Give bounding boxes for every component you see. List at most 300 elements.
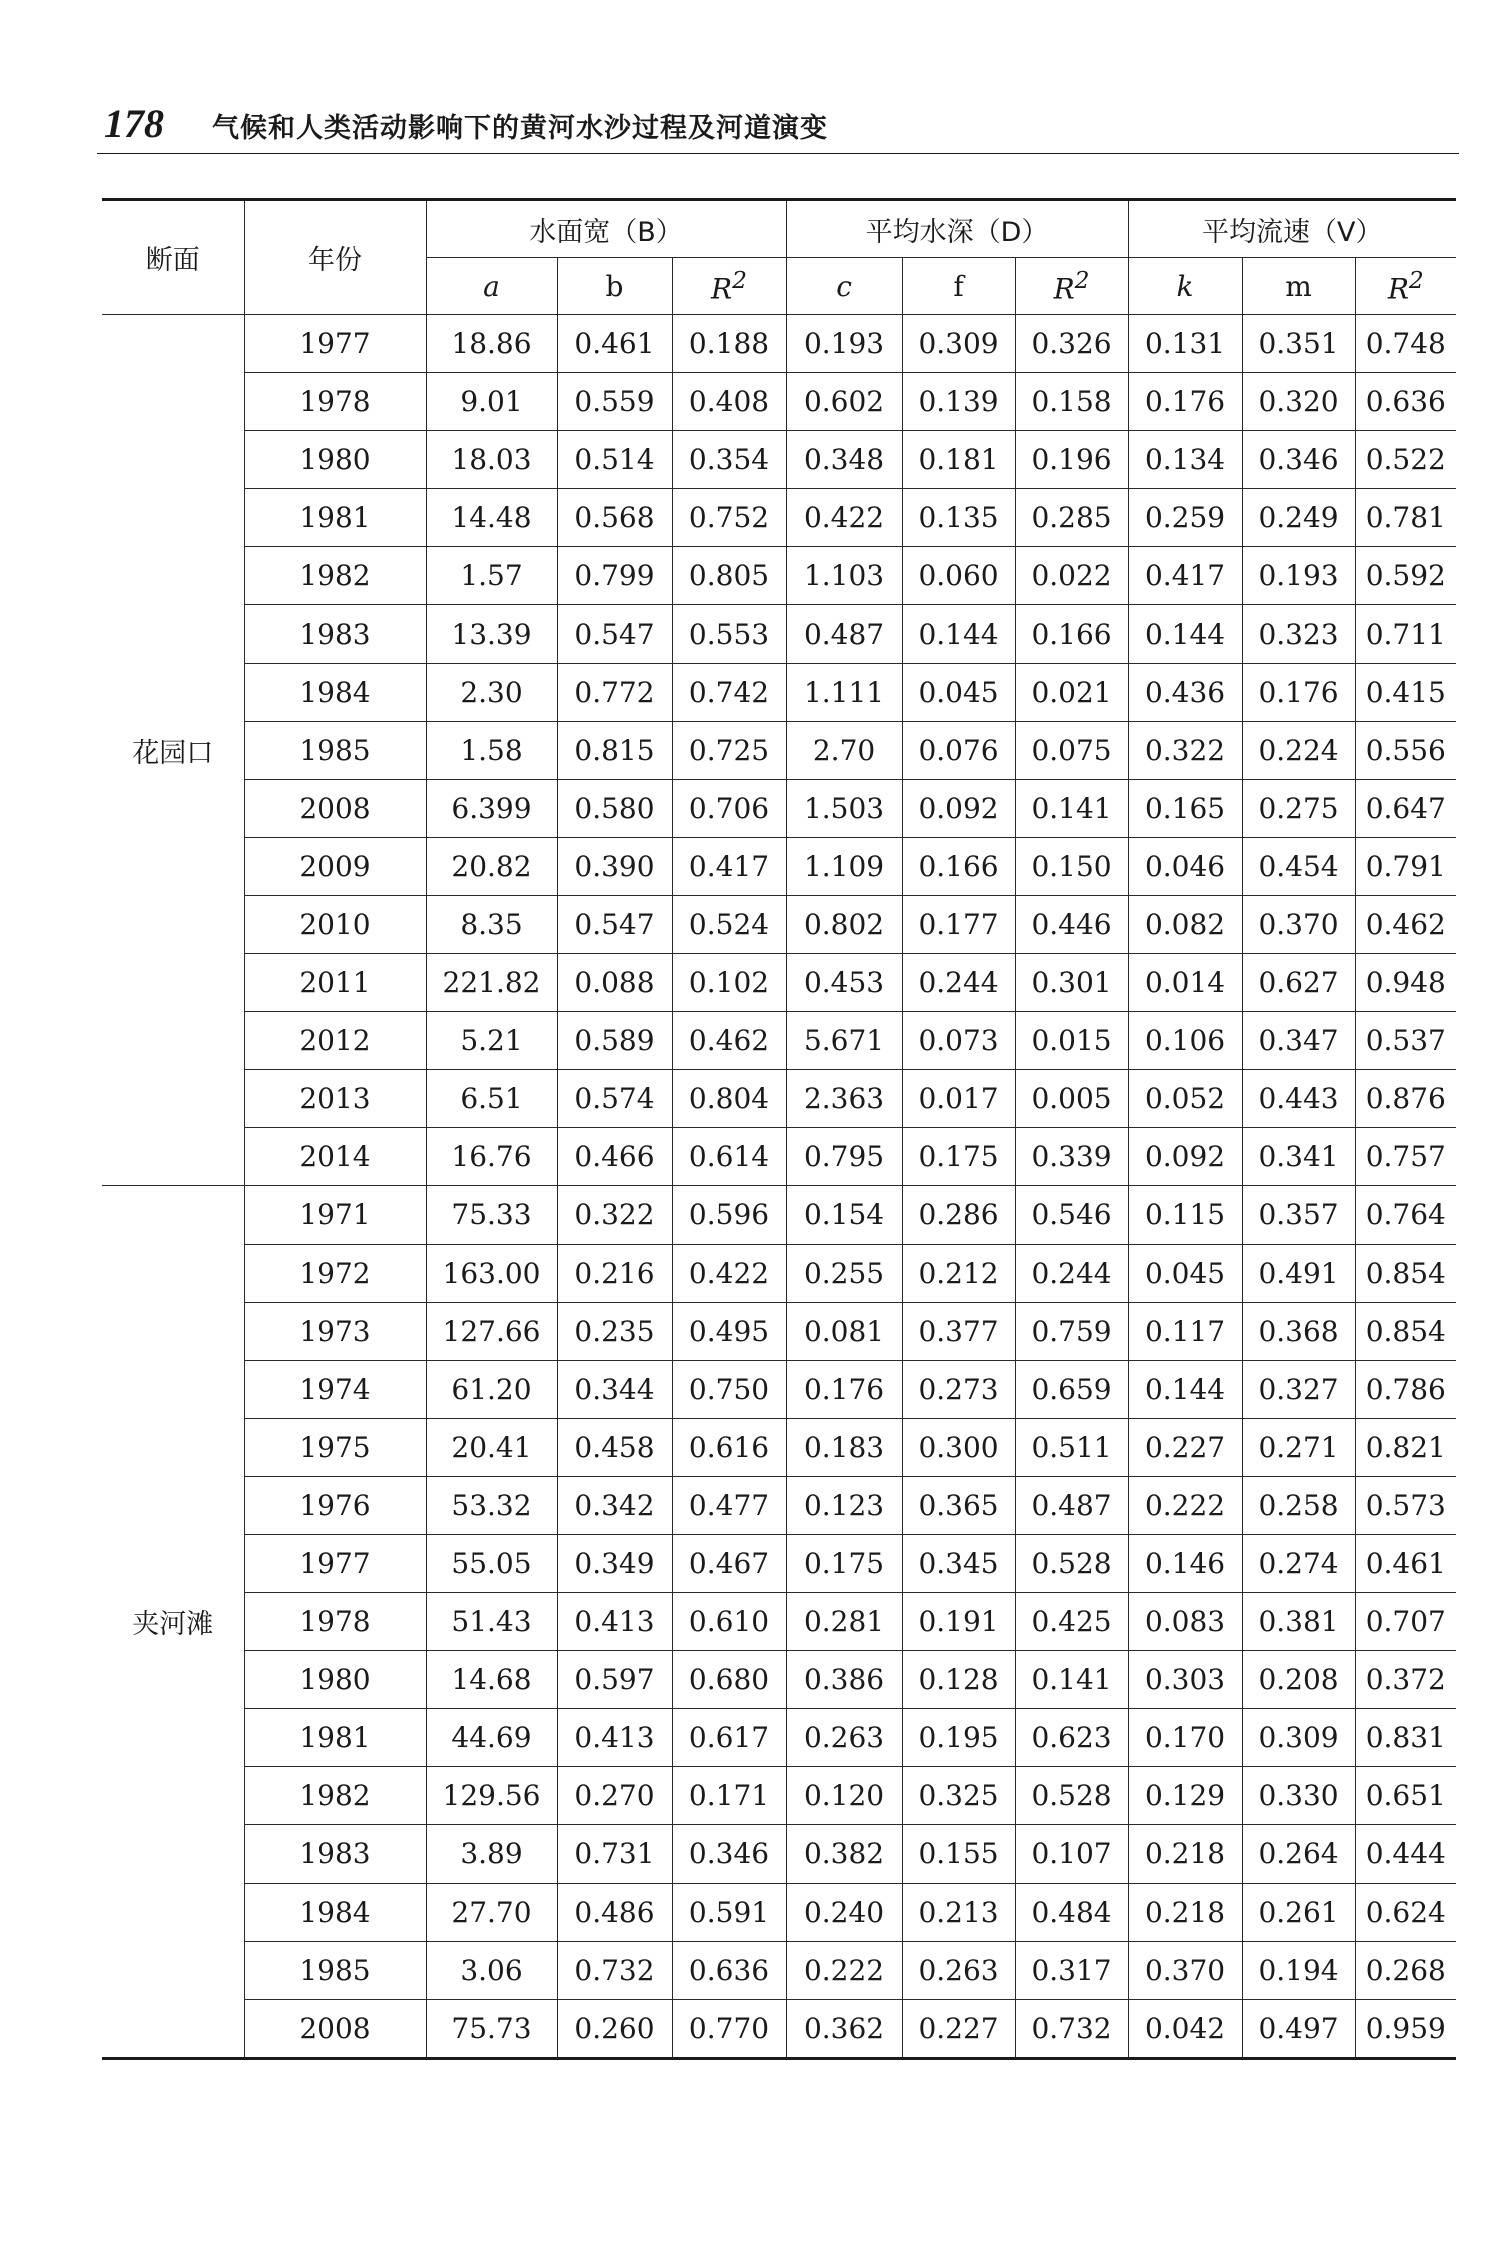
cell-r2-velocity: 0.462 (1355, 895, 1456, 953)
cell-coef-b: 0.732 (557, 1941, 672, 1999)
cell-year: 2009 (244, 837, 426, 895)
cell-coef-b: 0.731 (557, 1825, 672, 1883)
cell-coef-c: 5.671 (786, 1012, 902, 1070)
cell-r2-depth: 0.150 (1015, 837, 1128, 895)
cell-coef-m: 0.381 (1242, 1593, 1355, 1651)
cell-coef-c: 0.362 (786, 1999, 902, 2058)
cell-coef-c: 1.103 (786, 547, 902, 605)
cell-coef-b: 0.344 (557, 1360, 672, 1418)
cell-coef-k: 0.117 (1128, 1302, 1242, 1360)
cell-coef-c: 0.183 (786, 1418, 902, 1476)
cell-r2-velocity: 0.748 (1355, 315, 1456, 373)
cell-r2-velocity: 0.415 (1355, 663, 1456, 721)
cell-coef-f: 0.092 (902, 779, 1015, 837)
cell-coef-k: 0.106 (1128, 1012, 1242, 1070)
cell-coef-m: 0.347 (1242, 1012, 1355, 1070)
cell-coef-k: 0.052 (1128, 1070, 1242, 1128)
table-row (102, 1534, 1456, 1592)
header-r2-width (672, 258, 786, 315)
cell-coef-a: 55.05 (426, 1534, 557, 1592)
r2-exponent: 2 (732, 266, 747, 295)
cell-coef-f: 0.325 (902, 1767, 1015, 1825)
cell-year: 2010 (244, 895, 426, 953)
running-head (104, 100, 1460, 148)
cell-r2-width: 0.102 (672, 954, 786, 1012)
station-name: 花园口 (102, 315, 244, 1186)
cell-coef-f: 0.263 (902, 1941, 1015, 1999)
table-row (102, 431, 1456, 489)
cell-coef-m: 0.275 (1242, 779, 1355, 837)
cell-r2-velocity: 0.372 (1355, 1651, 1456, 1709)
cell-coef-k: 0.082 (1128, 895, 1242, 953)
cell-coef-c: 0.386 (786, 1651, 902, 1709)
cell-coef-m: 0.271 (1242, 1418, 1355, 1476)
cell-coef-c: 0.281 (786, 1593, 902, 1651)
cell-coef-a: 16.76 (426, 1128, 557, 1186)
cell-r2-depth: 0.317 (1015, 1941, 1128, 1999)
cell-coef-b: 0.547 (557, 605, 672, 663)
cell-coef-k: 0.129 (1128, 1767, 1242, 1825)
cell-coef-b: 0.580 (557, 779, 672, 837)
header-group-velocity: 平均流速（V） (1128, 200, 1456, 258)
cell-coef-m: 0.264 (1242, 1825, 1355, 1883)
cell-r2-width: 0.408 (672, 373, 786, 431)
cell-coef-b: 0.322 (557, 1186, 672, 1244)
header-row-groups (102, 200, 1456, 258)
table-row (102, 1360, 1456, 1418)
cell-year: 2011 (244, 954, 426, 1012)
cell-r2-width: 0.805 (672, 547, 786, 605)
cell-coef-b: 0.574 (557, 1070, 672, 1128)
cell-coef-b: 0.772 (557, 663, 672, 721)
header-rule (97, 153, 1459, 154)
cell-coef-m: 0.323 (1242, 605, 1355, 663)
cell-r2-velocity: 0.461 (1355, 1534, 1456, 1592)
cell-r2-width: 0.462 (672, 1012, 786, 1070)
cell-r2-velocity: 0.624 (1355, 1883, 1456, 1941)
cell-r2-depth: 0.732 (1015, 1999, 1128, 2058)
table-row (102, 1651, 1456, 1709)
header-coef-a: a (426, 258, 557, 315)
cell-coef-b: 0.486 (557, 1883, 672, 1941)
cell-year: 1978 (244, 1593, 426, 1651)
cell-coef-m: 0.368 (1242, 1302, 1355, 1360)
cell-coef-k: 0.227 (1128, 1418, 1242, 1476)
cell-r2-velocity: 0.573 (1355, 1476, 1456, 1534)
cell-coef-c: 0.422 (786, 489, 902, 547)
table-row (102, 547, 1456, 605)
cell-coef-c: 0.193 (786, 315, 902, 373)
cell-year: 1984 (244, 663, 426, 721)
table-row (102, 1941, 1456, 1999)
cell-coef-f: 0.073 (902, 1012, 1015, 1070)
cell-r2-velocity: 0.636 (1355, 373, 1456, 431)
cell-r2-width: 0.616 (672, 1418, 786, 1476)
cell-r2-velocity: 0.647 (1355, 779, 1456, 837)
cell-year: 1983 (244, 1825, 426, 1883)
cell-r2-depth: 0.022 (1015, 547, 1128, 605)
cell-r2-width: 0.354 (672, 431, 786, 489)
cell-r2-depth: 0.141 (1015, 779, 1128, 837)
cell-coef-f: 0.177 (902, 895, 1015, 953)
cell-coef-c: 2.363 (786, 1070, 902, 1128)
cell-coef-b: 0.799 (557, 547, 672, 605)
cell-r2-width: 0.422 (672, 1244, 786, 1302)
cell-coef-a: 75.33 (426, 1186, 557, 1244)
cell-year: 2014 (244, 1128, 426, 1186)
cell-coef-a: 129.56 (426, 1767, 557, 1825)
cell-coef-f: 0.212 (902, 1244, 1015, 1302)
cell-r2-depth: 0.166 (1015, 605, 1128, 663)
cell-r2-velocity: 0.791 (1355, 837, 1456, 895)
cell-coef-m: 0.249 (1242, 489, 1355, 547)
r2-symbol: R (1053, 272, 1075, 306)
cell-coef-k: 0.259 (1128, 489, 1242, 547)
r2-exponent: 2 (1074, 266, 1090, 295)
cell-coef-a: 13.39 (426, 605, 557, 663)
cell-coef-c: 0.175 (786, 1534, 902, 1592)
header-coef-k: k (1128, 258, 1242, 315)
cell-r2-depth: 0.484 (1015, 1883, 1128, 1941)
cell-r2-width: 0.725 (672, 721, 786, 779)
cell-coef-f: 0.017 (902, 1070, 1015, 1128)
cell-coef-c: 0.176 (786, 1360, 902, 1418)
cell-r2-width: 0.750 (672, 1360, 786, 1418)
table-row (102, 1070, 1456, 1128)
header-coef-m: m (1242, 258, 1355, 315)
cell-coef-m: 0.193 (1242, 547, 1355, 605)
cell-coef-f: 0.155 (902, 1825, 1015, 1883)
cell-r2-width: 0.467 (672, 1534, 786, 1592)
cell-coef-k: 0.042 (1128, 1999, 1242, 2058)
cell-coef-a: 18.86 (426, 315, 557, 373)
cell-r2-width: 0.346 (672, 1825, 786, 1883)
cell-coef-k: 0.144 (1128, 605, 1242, 663)
cell-r2-width: 0.524 (672, 895, 786, 953)
table-row (102, 1128, 1456, 1186)
cell-r2-width: 0.171 (672, 1767, 786, 1825)
cell-coef-k: 0.218 (1128, 1883, 1242, 1941)
cell-coef-a: 1.58 (426, 721, 557, 779)
cell-coef-a: 18.03 (426, 431, 557, 489)
cell-r2-width: 0.610 (672, 1593, 786, 1651)
cell-coef-k: 0.436 (1128, 663, 1242, 721)
cell-coef-c: 0.802 (786, 895, 902, 953)
table-row (102, 663, 1456, 721)
header-coef-b: b (557, 258, 672, 315)
cell-coef-b: 0.461 (557, 315, 672, 373)
cell-r2-velocity: 0.711 (1355, 605, 1456, 663)
cell-coef-f: 0.166 (902, 837, 1015, 895)
cell-year: 1983 (244, 605, 426, 663)
cell-year: 2008 (244, 779, 426, 837)
cell-coef-f: 0.191 (902, 1593, 1015, 1651)
cell-r2-width: 0.752 (672, 489, 786, 547)
cell-coef-f: 0.244 (902, 954, 1015, 1012)
cell-r2-depth: 0.759 (1015, 1302, 1128, 1360)
cell-coef-b: 0.088 (557, 954, 672, 1012)
header-year: 年份 (244, 200, 426, 315)
cell-coef-k: 0.165 (1128, 779, 1242, 837)
cell-coef-m: 0.357 (1242, 1186, 1355, 1244)
table-row (102, 1709, 1456, 1767)
cell-coef-b: 0.216 (557, 1244, 672, 1302)
cell-r2-width: 0.477 (672, 1476, 786, 1534)
cell-year: 1973 (244, 1302, 426, 1360)
cell-coef-m: 0.491 (1242, 1244, 1355, 1302)
cell-r2-depth: 0.339 (1015, 1128, 1128, 1186)
cell-coef-a: 20.82 (426, 837, 557, 895)
cell-coef-m: 0.351 (1242, 315, 1355, 373)
cell-coef-a: 8.35 (426, 895, 557, 953)
cell-coef-f: 0.273 (902, 1360, 1015, 1418)
table-row (102, 1593, 1456, 1651)
cell-r2-width: 0.596 (672, 1186, 786, 1244)
cell-coef-f: 0.300 (902, 1418, 1015, 1476)
cell-r2-width: 0.742 (672, 663, 786, 721)
r2-symbol: R (711, 272, 733, 306)
cell-r2-depth: 0.021 (1015, 663, 1128, 721)
cell-r2-velocity: 0.268 (1355, 1941, 1456, 1999)
cell-coef-a: 3.89 (426, 1825, 557, 1883)
cell-r2-velocity: 0.876 (1355, 1070, 1456, 1128)
cell-r2-width: 0.495 (672, 1302, 786, 1360)
cell-coef-k: 0.083 (1128, 1593, 1242, 1651)
cell-coef-c: 0.263 (786, 1709, 902, 1767)
cell-coef-m: 0.258 (1242, 1476, 1355, 1534)
cell-r2-velocity: 0.854 (1355, 1302, 1456, 1360)
cell-coef-c: 0.240 (786, 1883, 902, 1941)
cell-coef-a: 51.43 (426, 1593, 557, 1651)
cell-r2-velocity: 0.831 (1355, 1709, 1456, 1767)
cell-r2-width: 0.417 (672, 837, 786, 895)
cell-coef-c: 1.109 (786, 837, 902, 895)
cell-coef-a: 2.30 (426, 663, 557, 721)
cell-coef-c: 0.382 (786, 1825, 902, 1883)
cell-coef-m: 0.497 (1242, 1999, 1355, 2058)
cell-coef-f: 0.213 (902, 1883, 1015, 1941)
cell-coef-f: 0.144 (902, 605, 1015, 663)
cell-r2-depth: 0.158 (1015, 373, 1128, 431)
cell-coef-f: 0.286 (902, 1186, 1015, 1244)
cell-year: 2012 (244, 1012, 426, 1070)
cell-year: 1977 (244, 315, 426, 373)
cell-r2-depth: 0.196 (1015, 431, 1128, 489)
cell-r2-depth: 0.425 (1015, 1593, 1128, 1651)
table-row (102, 1302, 1456, 1360)
cell-coef-m: 0.309 (1242, 1709, 1355, 1767)
cell-r2-depth: 0.446 (1015, 895, 1128, 953)
cell-coef-m: 0.370 (1242, 895, 1355, 953)
cell-coef-b: 0.568 (557, 489, 672, 547)
cell-r2-width: 0.614 (672, 1128, 786, 1186)
cell-coef-m: 0.176 (1242, 663, 1355, 721)
cell-coef-k: 0.417 (1128, 547, 1242, 605)
cell-coef-c: 0.222 (786, 1941, 902, 1999)
header-coef-f: f (902, 258, 1015, 315)
cell-coef-c: 2.70 (786, 721, 902, 779)
cell-coef-a: 14.68 (426, 1651, 557, 1709)
cell-coef-a: 61.20 (426, 1360, 557, 1418)
cell-year: 1980 (244, 431, 426, 489)
cell-r2-depth: 0.005 (1015, 1070, 1128, 1128)
cell-coef-k: 0.222 (1128, 1476, 1242, 1534)
table-row (102, 1825, 1456, 1883)
cell-r2-velocity: 0.764 (1355, 1186, 1456, 1244)
cell-coef-m: 0.330 (1242, 1767, 1355, 1825)
cell-year: 1975 (244, 1418, 426, 1476)
cell-coef-a: 1.57 (426, 547, 557, 605)
cell-coef-c: 0.123 (786, 1476, 902, 1534)
cell-coef-b: 0.514 (557, 431, 672, 489)
cell-coef-m: 0.320 (1242, 373, 1355, 431)
cell-coef-m: 0.454 (1242, 837, 1355, 895)
cell-r2-velocity: 0.959 (1355, 1999, 1456, 2058)
header-group-depth: 平均水深（D） (786, 200, 1128, 258)
cell-coef-k: 0.370 (1128, 1941, 1242, 1999)
cell-r2-velocity: 0.821 (1355, 1418, 1456, 1476)
cell-r2-velocity: 0.537 (1355, 1012, 1456, 1070)
cell-coef-b: 0.270 (557, 1767, 672, 1825)
cell-coef-k: 0.046 (1128, 837, 1242, 895)
cell-coef-f: 0.045 (902, 663, 1015, 721)
table-row (102, 779, 1456, 837)
cell-coef-f: 0.227 (902, 1999, 1015, 2058)
cell-year: 1982 (244, 547, 426, 605)
table-row (102, 605, 1456, 663)
cell-r2-depth: 0.528 (1015, 1534, 1128, 1592)
table-row (102, 895, 1456, 953)
cell-coef-a: 221.82 (426, 954, 557, 1012)
cell-coef-c: 0.602 (786, 373, 902, 431)
cell-coef-a: 20.41 (426, 1418, 557, 1476)
cell-r2-depth: 0.301 (1015, 954, 1128, 1012)
station-name: 夹河滩 (102, 1186, 244, 2058)
cell-coef-b: 0.815 (557, 721, 672, 779)
cell-coef-k: 0.322 (1128, 721, 1242, 779)
cell-r2-velocity: 0.522 (1355, 431, 1456, 489)
cell-coef-b: 0.466 (557, 1128, 672, 1186)
table-row (102, 315, 1456, 373)
cell-year: 1977 (244, 1534, 426, 1592)
cell-r2-depth: 0.623 (1015, 1709, 1128, 1767)
cell-coef-m: 0.627 (1242, 954, 1355, 1012)
cell-coef-f: 0.076 (902, 721, 1015, 779)
cell-coef-b: 0.390 (557, 837, 672, 895)
cell-year: 1980 (244, 1651, 426, 1709)
cell-coef-m: 0.224 (1242, 721, 1355, 779)
cell-coef-a: 6.399 (426, 779, 557, 837)
cell-coef-a: 9.01 (426, 373, 557, 431)
cell-year: 1976 (244, 1476, 426, 1534)
cell-coef-c: 0.453 (786, 954, 902, 1012)
cell-coef-k: 0.131 (1128, 315, 1242, 373)
cell-coef-k: 0.303 (1128, 1651, 1242, 1709)
table-row (102, 1999, 1456, 2058)
header-coef-c: c (786, 258, 902, 315)
cell-year: 1978 (244, 373, 426, 431)
table-row (102, 373, 1456, 431)
table-row (102, 837, 1456, 895)
cell-coef-f: 0.181 (902, 431, 1015, 489)
cell-r2-velocity: 0.854 (1355, 1244, 1456, 1302)
cell-coef-a: 5.21 (426, 1012, 557, 1070)
cell-coef-b: 0.342 (557, 1476, 672, 1534)
table-row (102, 489, 1456, 547)
cell-coef-b: 0.458 (557, 1418, 672, 1476)
book-title: 气候和人类活动影响下的黄河水沙过程及河道演变 (212, 113, 828, 144)
cell-r2-depth: 0.528 (1015, 1767, 1128, 1825)
cell-r2-depth: 0.075 (1015, 721, 1128, 779)
cell-coef-m: 0.261 (1242, 1883, 1355, 1941)
table-row (102, 721, 1456, 779)
cell-coef-f: 0.377 (902, 1302, 1015, 1360)
header-r2-velocity (1355, 258, 1456, 315)
header-section: 断面 (102, 200, 244, 315)
cell-coef-b: 0.589 (557, 1012, 672, 1070)
cell-coef-a: 163.00 (426, 1244, 557, 1302)
table-row (102, 1012, 1456, 1070)
cell-coef-c: 0.081 (786, 1302, 902, 1360)
cell-r2-width: 0.706 (672, 779, 786, 837)
cell-r2-velocity: 0.757 (1355, 1128, 1456, 1186)
cell-r2-depth: 0.546 (1015, 1186, 1128, 1244)
cell-r2-depth: 0.326 (1015, 315, 1128, 373)
cell-r2-depth: 0.107 (1015, 1825, 1128, 1883)
cell-year: 1982 (244, 1767, 426, 1825)
cell-r2-width: 0.680 (672, 1651, 786, 1709)
cell-coef-a: 127.66 (426, 1302, 557, 1360)
cell-coef-c: 1.111 (786, 663, 902, 721)
cell-year: 2008 (244, 1999, 426, 2058)
cell-coef-k: 0.092 (1128, 1128, 1242, 1186)
cell-coef-k: 0.115 (1128, 1186, 1242, 1244)
cell-r2-width: 0.636 (672, 1941, 786, 1999)
cell-r2-width: 0.617 (672, 1709, 786, 1767)
cell-coef-b: 0.235 (557, 1302, 672, 1360)
table-row (102, 1883, 1456, 1941)
cell-coef-f: 0.195 (902, 1709, 1015, 1767)
table-row (102, 1767, 1456, 1825)
cell-r2-depth: 0.141 (1015, 1651, 1128, 1709)
table-row (102, 954, 1456, 1012)
cell-coef-f: 0.365 (902, 1476, 1015, 1534)
table-row (102, 1186, 1456, 1244)
r2-exponent: 2 (1408, 266, 1424, 295)
cell-coef-a: 75.73 (426, 1999, 557, 2058)
cell-coef-m: 0.341 (1242, 1128, 1355, 1186)
table-row (102, 1244, 1456, 1302)
cell-coef-b: 0.413 (557, 1709, 672, 1767)
cell-year: 1981 (244, 489, 426, 547)
cell-r2-depth: 0.487 (1015, 1476, 1128, 1534)
cell-coef-m: 0.443 (1242, 1070, 1355, 1128)
cell-r2-velocity: 0.444 (1355, 1825, 1456, 1883)
cell-r2-velocity: 0.707 (1355, 1593, 1456, 1651)
cell-r2-width: 0.804 (672, 1070, 786, 1128)
cell-coef-m: 0.327 (1242, 1360, 1355, 1418)
r2-symbol: R (1387, 272, 1409, 306)
header-r2-depth (1015, 258, 1128, 315)
cell-coef-m: 0.274 (1242, 1534, 1355, 1592)
page-number: 178 (104, 101, 164, 146)
cell-coef-b: 0.349 (557, 1534, 672, 1592)
table-body (102, 315, 1456, 2059)
cell-coef-b: 0.597 (557, 1651, 672, 1709)
cell-coef-k: 0.146 (1128, 1534, 1242, 1592)
cell-coef-k: 0.218 (1128, 1825, 1242, 1883)
cell-coef-b: 0.413 (557, 1593, 672, 1651)
